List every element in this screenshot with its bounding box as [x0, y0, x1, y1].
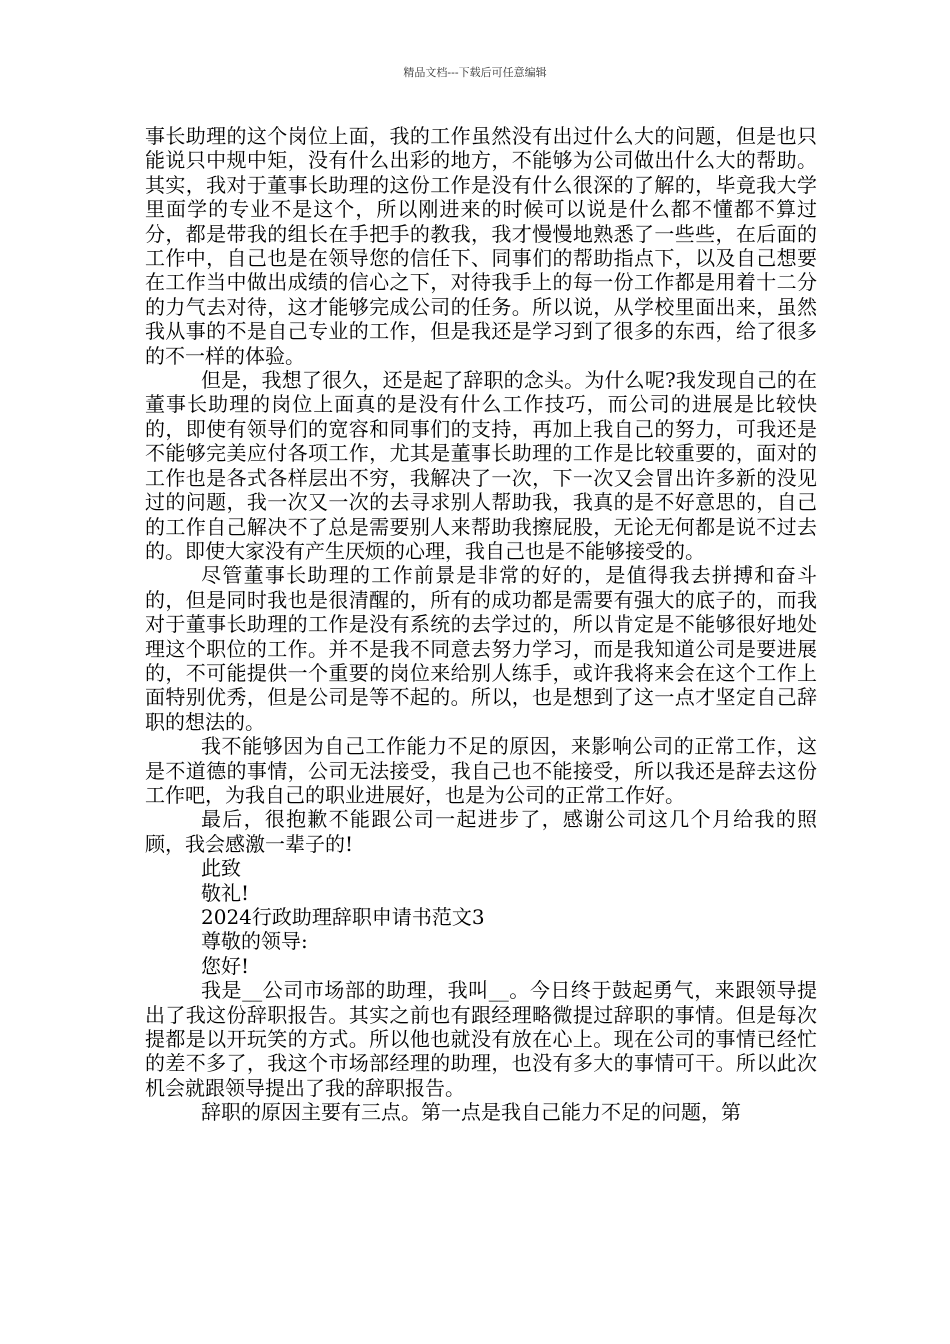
- page-header: 精品文档---下载后可任意编辑: [403, 66, 547, 79]
- paragraph-3: 尽管董事长助理的工作前景是非常的好的，是值得我去拼搏和奋斗的，但是同时我也是很清醒的，所有的成功都是需要有强大的底子的，而我对于董事长助理的工作是没有系统的去学过的，所以肯定是不能够很好地处理这个职位的工作。并不是我不同意去努力学习，而是我知道公司是要进展的，不可能提供一个重要的岗位来给别人练手，或许我将来会在这个工作上面特别优秀，但是公司是等不起的。所以，也是想到了这一点才坚定自己辞职的想法的。: [145, 563, 817, 734]
- paragraph-4: 我不能够因为自己工作能力不足的原因，来影响公司的正常工作，这是不道德的事情，公司无法接受，我自己也不能接受，所以我还是辞去这份工作吧，为我自己的职业进展好，也是为公司的正常工作好。: [145, 734, 817, 807]
- document-body: [145, 124, 817, 1125]
- salutation: 尊敬的领导:: [201, 929, 308, 954]
- greeting: 您好!: [201, 953, 250, 978]
- section-title: 2024行政助理辞职申请书范文3: [201, 905, 485, 929]
- paragraph-1: 事长助理的这个岗位上面，我的工作虽然没有出过什么大的问题，但是也只能说只中规中矩，没有什么出彩的地方，不能够为公司做出什么大的帮助。其实，我对于董事长助理的这份工作是没有什么很深的了解的，毕竟我大学里面学的专业不是这个，所以刚进来的时候可以说是什么都不懂都不算过分，都是带我的组长在手把手的教我，我才慢慢地熟悉了一些些，在后面的工作中，自己也是在领导您的信任下、同事们的帮助指点下，以及自己想要在工作当中做出成绩的信心之下，对待我手上的每一份工作都是用着十二分的力气去对待，这才能够完成公司的任务。所以说，从学校里面出来，虽然我从事的不是自己专业的工作，但是我还是学习到了很多的东西，给了很多的不一样的体验。: [145, 124, 817, 368]
- paragraph-5: 最后，很抱歉不能跟公司一起进步了，感谢公司这几个月给我的照顾，我会感激一辈子的!: [145, 807, 817, 856]
- section3-paragraph-2: 辞职的原因主要有三点。第一点是我自己能力不足的问题，第: [201, 1100, 741, 1125]
- closing-line-2: 敬礼!: [201, 880, 250, 905]
- closing-line-1: 此致: [201, 856, 241, 881]
- paragraph-2: 但是，我想了很久，还是起了辞职的念头。为什么呢?我发现自己的在董事长助理的岗位上面真的是没有什么工作技巧，而公司的进展是比较快的，即使有领导们的宽容和同事们的支持，再加上我自己的努力，可我还是不能够完美应付各项工作，尤其是董事长助理的工作是比较重要的，面对的工作也是各式各样层出不穷，我解决了一次，下一次又会冒出许多新的没见过的问题，我一次又一次的去寻求别人帮助我，我真的是不好意思的，自己的工作自己解决不了总是需要别人来帮助我擦屁股，无论无何都是说不过去的。即使大家没有产生厌烦的心理，我自己也是不能够接受的。: [145, 368, 817, 563]
- section3-paragraph-1: 我是__公司市场部的助理，我叫__。今日终于鼓起勇气，来跟领导提出了我这份辞职报告。其实之前也有跟经理略微提过辞职的事情。但是每次提都是以开玩笑的方式。所以他也就没有放在心上。现在公司的事情已经忙的差不多了，我这个市场部经理的助理，也没有多大的事情可干。所以此次机会就跟领导提出了我的辞职报告。: [145, 978, 817, 1100]
